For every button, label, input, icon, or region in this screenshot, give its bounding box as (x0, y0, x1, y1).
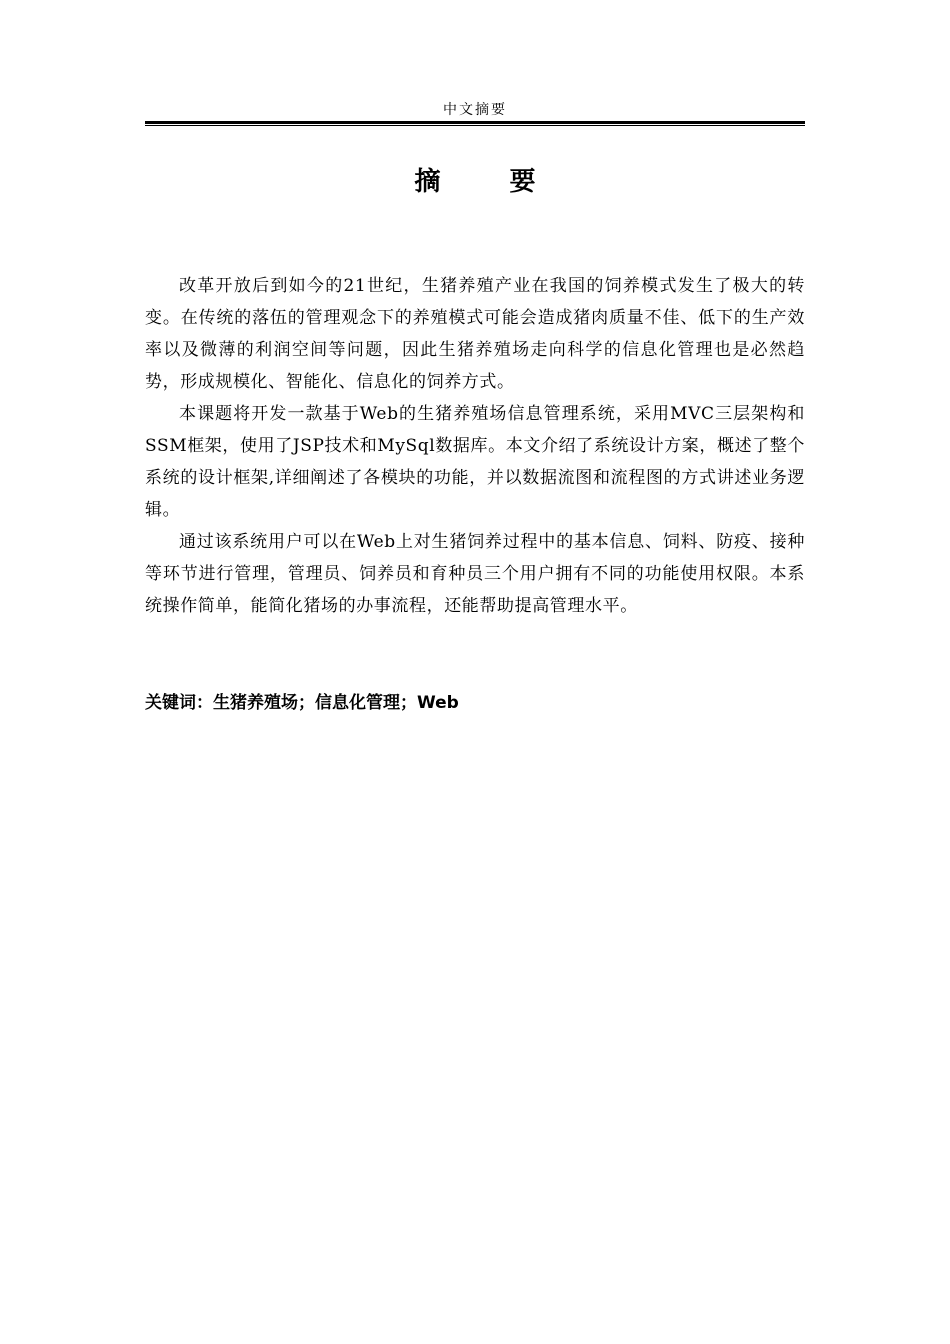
abstract-paragraph-2: 本课题将开发一款基于Web的生猪养殖场信息管理系统，采用MVC三层架构和SSM框架，使用了JSP技术和MySql数据库。本文介绍了系统设计方案，概述了整个系统的设计框架,详细阐述了各模块的功能，并以数据流图和流程图的方式讲述业务逻辑。 (145, 404, 805, 520)
keywords-label: 关键词： (145, 693, 213, 713)
keywords-text: 生猪养殖场；信息化管理；Web (213, 693, 459, 713)
page-title: 摘 要 (414, 167, 566, 197)
keywords-line (145, 688, 805, 718)
header-double-rule (145, 121, 805, 126)
abstract-body (145, 270, 805, 622)
abstract-paragraph-3: 通过该系统用户可以在Web上对生猪饲养过程中的基本信息、饲料、防疫、接种等环节进行管理，管理员、饲养员和育种员三个用户拥有不同的功能使用权限。本系统操作简单，能简化猪场的办事流程，还能帮助提高管理水平。 (145, 532, 805, 616)
abstract-paragraph-1: 改革开放后到如今的21世纪，生猪养殖产业在我国的饲养模式发生了极大的转变。在传统的落伍的管理观念下的养殖模式可能会造成猪肉质量不佳、低下的生产效率以及微薄的利润空间等问题，因此生猪养殖场走向科学的信息化管理也是必然趋势，形成规模化、智能化、信息化的饲养方式。 (145, 276, 805, 392)
running-header: 中文摘要 (443, 102, 507, 118)
